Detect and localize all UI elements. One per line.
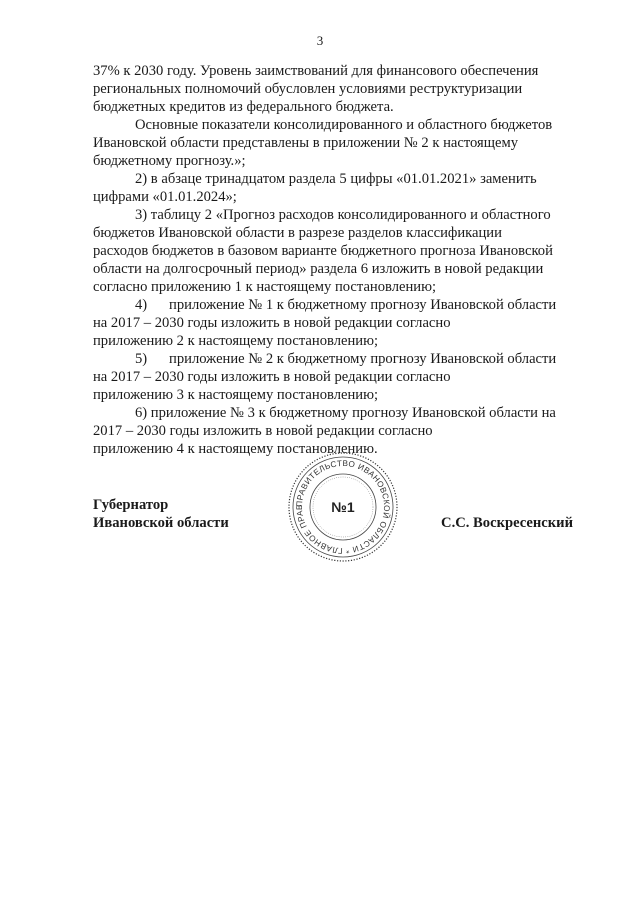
text-line: бюджетному прогнозу.»; — [93, 153, 246, 169]
text-line: региональных полномочий обусловлен условиями реструктуризации — [93, 81, 523, 97]
seal-number: №1 — [331, 499, 355, 515]
text-line: приложению 4 к настоящему постановлению. — [93, 441, 378, 457]
text-line: согласно приложению 1 к настоящему постановлению; — [93, 279, 437, 295]
body-text — [93, 62, 573, 458]
paragraph-7 — [93, 404, 573, 458]
signature-block — [93, 496, 573, 536]
paragraph-1 — [93, 62, 573, 116]
text-line: 2017 – 2030 годы изложить в новой редакции согласно — [93, 423, 433, 439]
text-line: на 2017 – 2030 годы изложить в новой редакции согласно — [93, 369, 451, 385]
text-line: расходов бюджетов в базовом варианте бюджетного прогноза Ивановской — [93, 243, 553, 259]
text-line: приложению 2 к настоящему постановлению; — [93, 333, 379, 349]
text-line: 37% к 2030 году. Уровень заимствований для финансового обеспечения — [93, 63, 539, 79]
text-line: 3) таблицу 2 «Прогноз расходов консолидированного и областного — [135, 207, 551, 223]
paragraph-5 — [93, 296, 573, 350]
text-line: бюджетных кредитов из федерального бюджета. — [93, 99, 394, 115]
paragraph-3 — [93, 170, 573, 206]
page-number: 3 — [316, 33, 324, 48]
text-line: 5) приложение № 2 к бюджетному прогнозу Ивановской области — [135, 351, 557, 367]
text-line: на 2017 – 2030 годы изложить в новой редакции согласно — [93, 315, 451, 331]
signatory-title-line2: Ивановской области — [93, 515, 229, 531]
text-line: 6) приложение № 3 к бюджетному прогнозу Ивановской области на — [135, 405, 556, 421]
signatory-title-line1: Губернатор — [93, 497, 169, 513]
text-line: бюджетов Ивановской области в разрезе разделов классификации — [93, 225, 502, 241]
text-line: 2) в абзаце тринадцатом раздела 5 цифры «01.01.2021» заменить — [135, 171, 537, 187]
text-line: Основные показатели консолидированного и областного бюджетов — [135, 117, 553, 133]
signatory-name: С.С. Воскресенский — [441, 515, 573, 531]
paragraph-2 — [93, 116, 573, 170]
seal-ring-text: ПРАВИТЕЛЬСТВО ИВАНОВСКОЙ ОБЛАСТИ * ГЛАВНОЕ ПРАВ — [294, 458, 392, 556]
text-line: области на долгосрочный период» раздела 6 изложить в новой редакции — [93, 261, 544, 277]
text-line: Ивановской области представлены в приложении № 2 к настоящему — [93, 135, 518, 151]
text-line: приложению 3 к настоящему постановлению; — [93, 387, 379, 403]
signatory-title — [93, 496, 229, 532]
text-line: цифрами «01.01.2024»; — [93, 189, 237, 205]
text-line: 4) приложение № 1 к бюджетному прогнозу Ивановской области — [135, 297, 557, 313]
paragraph-6 — [93, 350, 573, 404]
paragraph-4 — [93, 206, 573, 296]
